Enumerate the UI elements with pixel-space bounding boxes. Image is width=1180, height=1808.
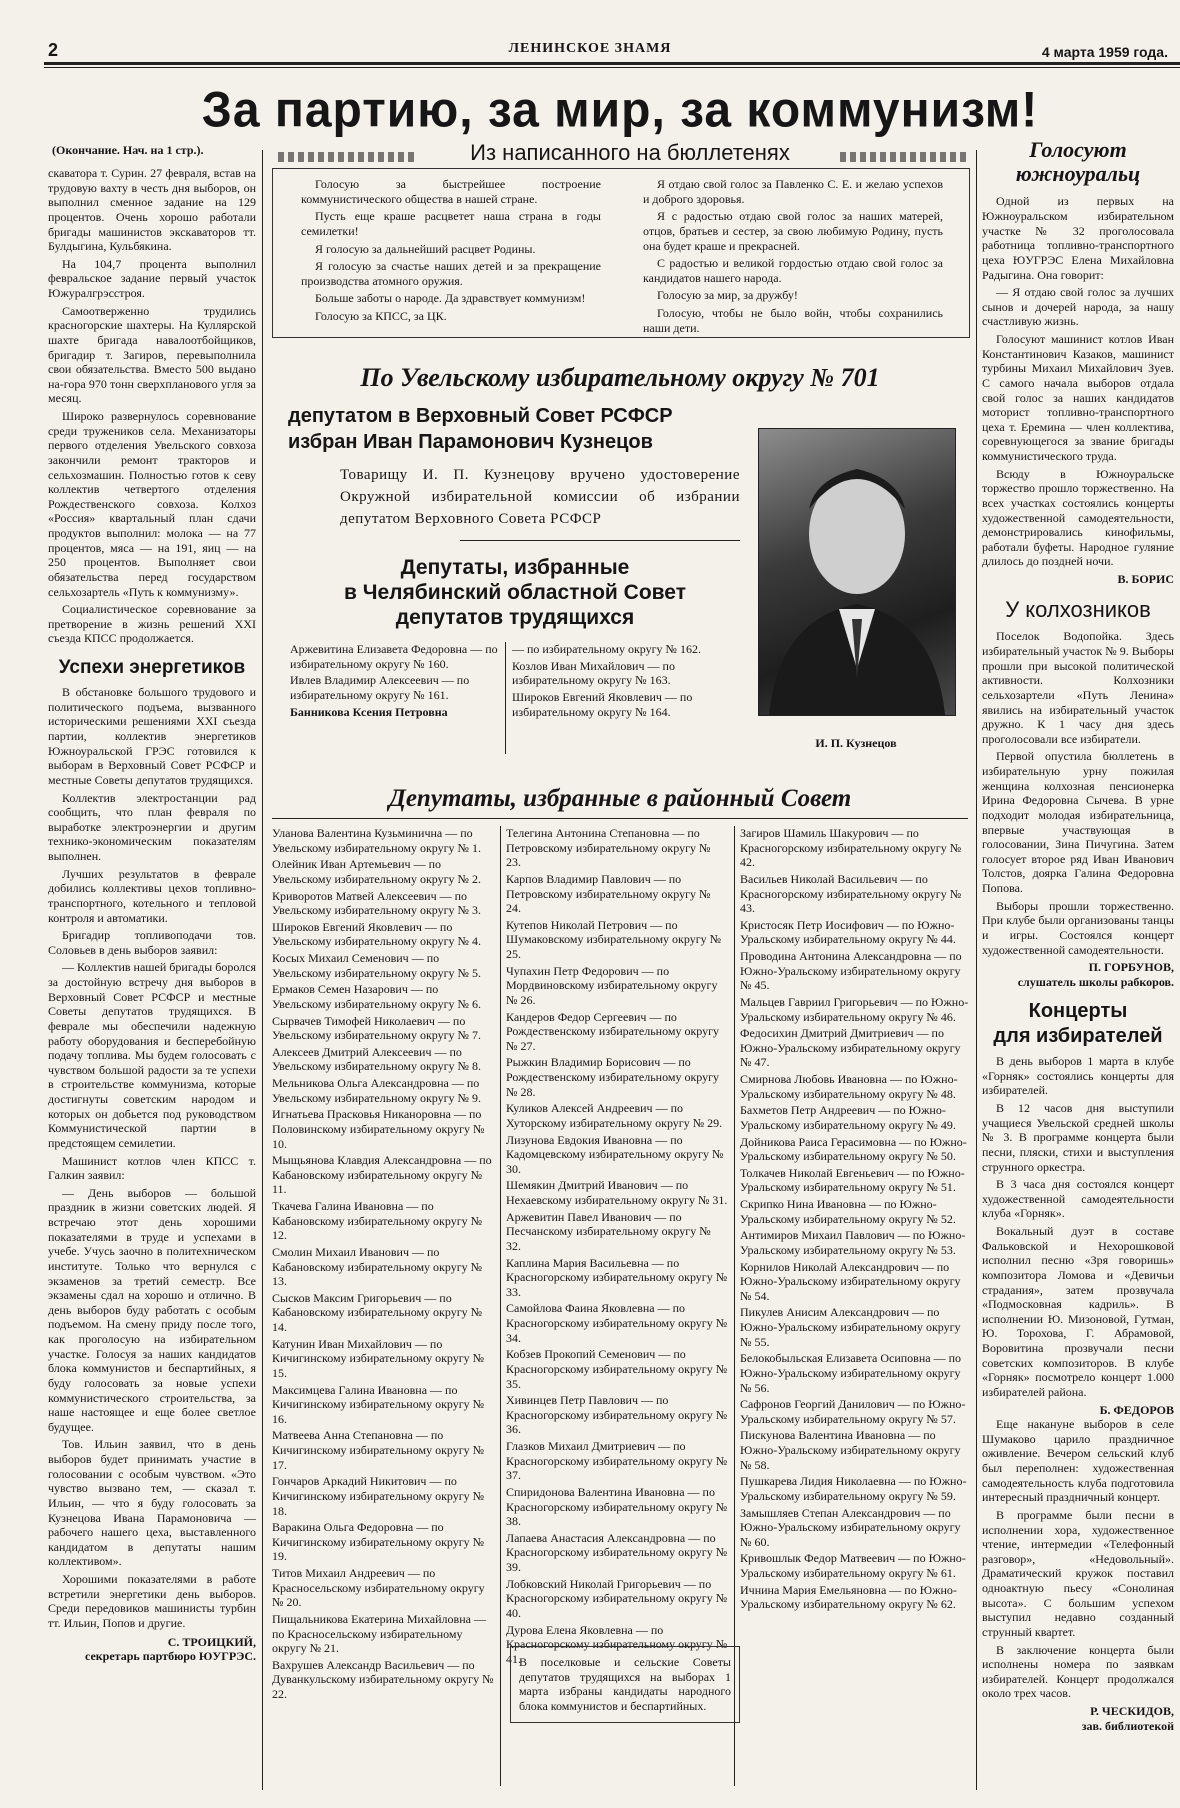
raion-deputy: Титов Михаил Андреевич — по Красносельскому избирательному округу № 20.: [272, 1566, 485, 1610]
signature-name: Р. ЧЕСКИДОВ,: [1090, 1704, 1174, 1719]
right-column: [982, 138, 1174, 1733]
raion-column-3: [740, 826, 970, 1614]
paragraph: Самоотверженно трудились красногорские шахтеры. На Куллярской шахте бригада навалоотбойщиков, бригадир т. Загиров, перевыполнила свои обязательства. Вместо 500 выдано на-гора 970 тонн сверхпланового угля за месяц.: [48, 303, 256, 406]
paragraph: В 3 часа дня состоялся концерт художественной самодеятельности клуба «Горняк».: [982, 1177, 1174, 1221]
raion-deputy: Белокобыльская Елизавета Осиповна — по Южно-Уральскому избирательному округу № 56.: [740, 1351, 961, 1395]
raion-deputy: Телегина Антонина Степановна — по Петровскому избирательному округу № 23.: [506, 826, 711, 870]
raion-deputy: Кобзев Прокопий Семенович — по Красногорскому избирательному округу № 35.: [506, 1347, 728, 1391]
paragraph: В программе были песни в исполнении хора, художественное чтение, интермедии «Телефонный разговор», «Недовольный». Драматический кружок поставил одноактную пьесу «Сонолиная высота». С большим успехом выступил недавно созданный струнный квартет.: [982, 1507, 1174, 1639]
paragraph: В заключение концерта были исполнены номера по заявкам избирателей. Концерт продолжался около трех часов.: [982, 1642, 1174, 1701]
raion-deputy: Корнилов Николай Александрович — по Южно-Уральскому избирательному округу № 54.: [740, 1259, 961, 1303]
oblast-title-line: Депутаты, избранные: [400, 556, 630, 579]
banner-headline: За партию, за мир, за коммунизм!: [201, 82, 1039, 139]
raion-deputy: Широков Евгений Яковлевич — по Увельскому избирательному округу № 4.: [272, 919, 482, 949]
signature-title: слушатель школы рабкоров.: [1017, 974, 1174, 989]
raion-deputy: Аржевитин Павел Иванович — по Песчанскому избирательному округу № 32.: [506, 1209, 711, 1253]
oblast-deputy: Ивлев Владимир Алексеевич — по избирательному округу № 161.: [290, 673, 470, 702]
raion-deputy: Глазков Михаил Дмитриевич — по Красногорскому избирательному округу № 37.: [506, 1439, 728, 1483]
raion-deputy: Смолин Михаил Иванович — по Кабановскому избирательному округу № 13.: [272, 1244, 483, 1289]
raion-note-box: В поселковые и сельские Советы депутатов трудящихся на выборах 1 марта избраны кандидаты народного блока коммунистов и беспартийных.: [510, 1646, 740, 1723]
oblast-list-left: [290, 642, 500, 721]
paragraph: — Я отдаю свой голос за лучших сынов и дочерей народа, за нашу счастливую жизнь.: [982, 285, 1174, 329]
oblast-deputy: Аржевитина Елизавета Федоровна — по избирательному округу № 160.: [290, 642, 498, 671]
page-number: 2: [48, 40, 59, 60]
paragraph: Социалистическое соревнование за претворение в жизнь решений XXI съезда КПСС продолжается.: [48, 602, 256, 646]
paragraph: Машинист котлов член КПСС т. Галкин заявил:: [48, 1153, 256, 1183]
issue-date: 4 марта 1959 года.: [1041, 44, 1168, 60]
paragraph: Еще накануне выборов в селе Шумаково царило праздничное оживление. Вечером сельский клуб был переполнен: художественная самодеятельность клуба подготовила интересный праздничный концерт.: [982, 1417, 1174, 1505]
raion-deputy: Дойникова Раиса Герасимовна — по Южно-Уральскому избирательному округу № 50.: [740, 1134, 967, 1164]
raion-deputy: Каплина Мария Васильевна — по Красногорскому избирательному округу № 33.: [506, 1255, 728, 1299]
raion-deputy: Мальцев Гавриил Григорьевич — по Южно-Уральскому избирательному округу № 46.: [740, 994, 969, 1024]
paragraph: Первой опустила бюллетень в избирательную урну пожилая женщина колхозная пенсионерка Ирина Федоровна Сычева. В урне подходит молодая избирательница, впервые участвующая в голосовании, Зина Пичугина. Затем голосует второе ряд Иван Иванович Толстов, доярка Галина Федоровна Попова.: [982, 749, 1174, 896]
oblast-title: [290, 555, 740, 631]
bulletin-quote: Пусть еще краше расцветет наша страна в годы семилетки!: [301, 209, 601, 238]
wavy-ornament: [278, 152, 418, 162]
raion-deputy: Пищальникова Екатерина Михайловна — по Красносельскому избирательному округу № 21.: [272, 1611, 486, 1656]
raion-deputy: Вахрушев Александр Васильевич — по Дуванкульскому избирательному округу № 22.: [272, 1657, 494, 1701]
bulletin-quote: Голосую за мир, за дружбу!: [657, 288, 798, 303]
raion-deputy: Гончаров Аркадий Никитович — по Кичигинскому избирательному округу № 18.: [272, 1474, 485, 1518]
oblast-deputy: — по избирательному округу № 162.: [512, 642, 701, 656]
column-rule-4: [976, 150, 977, 1790]
paragraph: В обстановке большого трудового и политического подъема, вызванного историческими решениями XXI съезда партии, коллектив энергетиков Южноуральской ГРЭС готовился к выборам в Верховный Совет РСФСР и местные Советы депутатов трудящихся.: [48, 685, 256, 787]
bulletins-title: Из написанного на бюллетенях: [470, 140, 790, 165]
raion-deputy: Варакина Ольга Федоровна — по Кичигинскому избирательному округу № 19.: [272, 1520, 485, 1564]
district-subtitle-1: депутатом в Верховный Совет РСФСР: [288, 405, 673, 427]
dotted-rule: [460, 540, 740, 541]
oblast-deputy: Банникова Ксения Петровна: [290, 704, 448, 719]
paragraph: На 104,7 процента выполнил февральское задание первый участок Южуралгрэсстроя.: [48, 256, 256, 300]
signature-name: С. ТРОИЦКИЙ,: [167, 1634, 256, 1649]
paragraph: В 12 часов дня выступили учащиеся Увельской средней школы № 3. В программе концерта были песни, пляски, стихи и выступления струнного оркестра.: [982, 1101, 1174, 1174]
raion-deputy: Ермаков Семен Назарович — по Увельскому избирательному округу № 6.: [272, 982, 482, 1011]
raion-deputy: Проводина Антонина Александровна — по Южно-Уральскому избирательному округу № 45.: [740, 949, 962, 993]
raion-deputy: Карпов Владимир Павлович — по Петровскому избирательному округу № 24.: [506, 871, 711, 916]
paragraph: Выборы прошли торжественно. При клубе были организованы танцы и игры. Состоялся концерт художественной самодеятельности.: [982, 898, 1174, 957]
raion-deputy: Сысков Максим Григорьевич — по Кабановскому избирательному округу № 14.: [272, 1290, 483, 1334]
column-rule-2: [500, 826, 501, 1786]
raion-title: Депутаты, избранные в районный Совет: [388, 785, 852, 812]
paragraph: Поселок Водопойка. Здесь избирательный участок № 9. Выборы прошли при высокой политической активности. Колхозники сельхозартели «Путь Ленина» явились на избирательный участок дружно. К 1 часу дня здесь проголосовали все избиратели.: [982, 629, 1174, 746]
raion-deputy: Кристосяк Петр Иосифович — по Южно-Уральскому избирательному округу № 44.: [740, 917, 956, 947]
bulletin-quote: Я голосую за счастье наших детей и за прекращение производства атомного оружия.: [301, 259, 601, 288]
raion-column-1: [272, 826, 494, 1704]
raion-deputy: Мыщьянова Клавдия Александровна — по Кабановскому избирательному округу № 11.: [272, 1153, 492, 1197]
bulletin-quote: Голосую за КПСС, за ЦК.: [315, 309, 447, 323]
raion-deputy: Алексеев Дмитрий Алексеевич — по Увельскому избирательному округу № 8.: [272, 1044, 482, 1074]
signature-title: секретарь партбюро ЮУГРЭС.: [84, 1649, 256, 1664]
raion-deputy: Ткачева Галина Ивановна — по Кабановскому избирательному округу № 12.: [272, 1199, 483, 1243]
raion-deputy: Кутепов Николай Петрович — по Шумаковскому избирательному округу № 25.: [506, 917, 722, 961]
paragraph: Коллектив электростанции рад сообщить, что план февраля по выработке электроэнергии и другим технико-экономическим показателям выполнен.: [48, 790, 256, 864]
raion-deputy: Ичнина Мария Емельяновна — по Южно-Уральскому избирательному округу № 62.: [740, 1582, 957, 1612]
raion-deputy: Максимцева Галина Ивановна — по Кичигинскому избирательному округу № 16.: [272, 1382, 485, 1426]
portrait-photo: [758, 428, 956, 716]
raion-deputy: Шемякин Дмитрий Иванович — по Нехаевскому избирательному округу № 31.: [506, 1178, 728, 1207]
raion-deputy: Пушкарева Лидия Николаевна — по Южно-Уральскому избирательному округу № 59.: [740, 1474, 967, 1503]
paragraph: — День выборов — большой праздник в жизни советских людей. Я встречаю этот день хорошими показателями в труде и успехами в учебе. Учусь заочно в политехническом институте. Только что вернулся с экзаменов за третий семестр. Все экзамены сдал на хорошо и отлично. В день выборов буду работать с особым подъемом. На смену приду после того, как проголосую на избирательном участке. Голосуя за наших кандидатов блока коммунистов и беспартийных, я буду голосовать за новые успехи коммунистического строительства, за наше настоящее и еще более светлое будущее.: [48, 1185, 256, 1434]
raion-deputy: Игнатьева Прасковья Никаноровна — по Половинскому избирательному округу № 10.: [272, 1107, 485, 1151]
raion-deputy: Федосихин Дмитрий Дмитриевич — по Южно-Уральскому избирательному округу № 47.: [740, 1026, 961, 1070]
bulletins-box: [272, 168, 970, 338]
raion-deputy: Дурова Елена Яковлевна — по Красногорскому избирательному округу № 41.: [506, 1622, 728, 1666]
left-article: [48, 166, 256, 1664]
raion-deputy: Самойлова Фаина Яковлевна — по Красногорскому избирательному округу № 34.: [506, 1301, 728, 1345]
paragraph: Голосуют машинист котлов Иван Константинович Казаков, машинист турбины Михаил Михайлович Зуев. С самого начала выборов отдала свой голос за наших кандидатов моторист топливно-транспортного цеха т. Еремина — член коллектива, соревнующегося за звание бригады коммунистического труда.: [982, 332, 1174, 463]
raion-column-2: [506, 826, 728, 1668]
raion-deputy: Уланова Валентина Кузьминична — по Увельскому избирательному округу № 1.: [272, 826, 482, 855]
raion-deputy: Загиров Шамиль Шакурович — по Красногорскому избирательному округу № 42.: [740, 826, 962, 870]
raion-deputy: Лизунова Евдокия Ивановна — по Кадомцевскому избирательному округу № 30.: [506, 1132, 724, 1176]
raion-deputy: Бахметов Петр Андреевич — по Южно-Уральскому избирательному округу № 49.: [740, 1103, 956, 1132]
raion-deputy: Куликов Алексей Андреевич — по Хуторскому избирательному округу № 29.: [506, 1101, 723, 1130]
raion-deputy: Толкачев Николай Евгеньевич — по Южно-Уральскому избирательному округу № 51.: [740, 1165, 965, 1195]
continuation-note: (Окончание. Нач. на 1 стр.).: [52, 143, 204, 157]
raion-deputy: Чупахин Петр Федорович — по Мордвиновскому избирательному округу № 26.: [506, 963, 718, 1007]
paragraph: Вокальный дуэт в составе Фальковской и Нехорошковой исполнил песню «Зря говоришь» композитора Ломова и «Девичьи страдания», затем прозвучала «Подмосковная кадриль». В исполнении Ю. Мизоновой, Гутман, Ю. Торохова, Г. Абрамовой, Воровитина прозвучали песни советских композиторов. В клубе «Горняк» посмотрело концерт 1.000 избирателей района.: [982, 1224, 1174, 1399]
raion-deputy: Замышляев Степан Александрович — по Южно-Уральскому избирательному округу № 60.: [740, 1505, 961, 1549]
raion-deputy: Антимиров Михаил Павлович — по Южно-Уральскому избирательному округу № 53.: [740, 1228, 966, 1257]
oblast-list-right: [512, 642, 740, 721]
bulletin-quote: Я голосую за дальнейший расцвет Родины.: [315, 241, 536, 256]
raion-rule: [272, 818, 968, 819]
district-title: По Увельскому избирательному округу № 701: [360, 363, 880, 392]
paragraph: Лучших результатов в феврале добились коллективы цехов топливно-транспортного, котельного и тепловой контроля и автоматики.: [48, 866, 256, 925]
paragraph: Хорошими показателями в работе встретили энергетики день выборов. Среди передовиков машинисты турбин тт. Ильин, Попов и другие.: [48, 1572, 256, 1630]
oblast-title-line: в Челябинский областной Совет: [343, 581, 686, 605]
paragraph: — Коллектив нашей бригады боролся за достойную встречу дня выборов в Верховный Совет РСФСР и местные Советы депутатов трудящихся. В феврале мы обеспечили надежную работу оборудования и бесперебойную подачу топлива. Мы будем голосовать с чувством большой радости за те успехи в строительстве коммунизма, которые достигнуты советским народом и которых он добьется под руководством Коммунистической партии в предстоящем семилетии.: [48, 960, 257, 1150]
raion-deputy: Лобковский Николай Григорьевич — по Красногорскому избирательному округу № 40.: [506, 1576, 728, 1620]
raion-deputy: Криворотов Матвей Алексеевич — по Увельскому избирательному округу № 3.: [272, 888, 482, 918]
signature-name: П. ГОРБУНОВ,: [1088, 960, 1174, 975]
paragraph: Тов. Ильин заявил, что в день выборов будет принимать участие в голосовании с особым чувством. «Это чувство вызвано тем, — сказал т. Ильин, — что я буду голосовать за Кузнецова Ивана Парамоновича — рабочего нашего цеха, выставленного кандидатом в депутаты нашим коллективом».: [48, 1437, 256, 1569]
header-rule: [44, 62, 1180, 65]
paragraph: Одной из первых на Южноуральском избирательном участке № 32 проголосовала работница топливно-транспортного цеха ЮУГРЭС Елена Михайловна Радыгина. Она говорит:: [982, 194, 1174, 282]
raion-deputy: Косых Михаил Семенович — по Увельскому избирательному округу № 5.: [272, 951, 482, 980]
bulletins-right: [643, 177, 943, 338]
raion-deputy: Сырвачев Тимофей Николаевич — по Увельскому избирательному округу № 7.: [272, 1013, 482, 1043]
raion-deputy: Спиридонова Валентина Ивановна — по Красногорскому избирательному округу № 38.: [506, 1484, 728, 1529]
raion-deputy: Пискунова Валентина Ивановна — по Южно-Уральскому избирательному округу № 58.: [740, 1428, 961, 1472]
paragraph: Широко развернулось соревнование среди тружеников села. Механизаторы первого отделения Увельского совхоза закончили ремонт тракторов и сельхозмашин. Полностью готов к севу коллектив четвертого отделения Рождественского совхоза. Колхоз «Россия» квартальный план сдачи продуктов выполнил: молока — на 77 процентов, мяса — на 191, яиц — на 250 процентов. Выполняет свои обязательства перед государством сельхозартель «Путь к коммунизму».: [48, 409, 256, 599]
portrait-caption: И. П. Кузнецов: [815, 736, 897, 750]
bulletin-quote: Я отдаю свой голос за Павленко С. Е. и желаю успехов и доброго здоровья.: [643, 177, 943, 206]
signature-name: В. БОРИС: [1117, 572, 1174, 586]
portrait-silhouette-icon: [759, 429, 955, 715]
district-body: Товарищу И. П. Кузнецову вручено удостоверение Окружной избирательной комиссии об избрании депутатом Верховного Совета РСФСР: [340, 467, 740, 527]
raion-deputy: Кривошлык Федор Матвеевич — по Южно-Уральскому избирательному округу № 61.: [740, 1551, 966, 1580]
raion-deputy: Матвеева Анна Степановна — по Кичигинскому избирательному округу № 17.: [272, 1428, 485, 1472]
right-heading-1: Голосуют: [1029, 137, 1127, 162]
oblast-deputy: Широков Евгений Яковлевич — по избирательному округу № 164.: [512, 689, 693, 719]
raion-deputy: Рыжкин Владимир Борисович — по Рождественскому избирательному округу № 28.: [506, 1055, 720, 1099]
bulletin-quote: Голосую за быстрейшее построение коммунистического общества в нашей стране.: [301, 177, 601, 206]
bulletins-left: [301, 177, 601, 327]
right-heading-3b: для избирателей: [993, 1024, 1163, 1047]
paragraph: скаватора т. Сурин. 27 февраля, встав на трудовую вахту в честь дня выборов, он выполнил сменное задание на 129 процентов. Очень хорошо работали бригады машинистов экскаваторов тт. Булдыгина, Кульбякина.: [48, 166, 256, 254]
oblast-deputy: Козлов Иван Михайлович — по избирательному округу № 163.: [512, 658, 675, 688]
raion-deputy: Олейник Иван Артемьевич — по Увельскому избирательному округу № 2.: [272, 857, 482, 886]
raion-deputy: Васильев Николай Васильевич — по Красногорскому избирательному округу № 43.: [740, 871, 962, 916]
newspaper-title: ЛЕНИНСКОЕ ЗНАМЯ: [508, 41, 672, 56]
right-heading-2: У колхозников: [1005, 596, 1151, 622]
column-rule-3: [734, 826, 735, 1786]
raion-deputy: Мельникова Ольга Александровна — по Увельскому избирательному округу № 9.: [272, 1076, 482, 1105]
paragraph: Бригадир топливоподачи тов. Соловьев в день выборов заявил:: [48, 928, 256, 957]
paragraph: В день выборов 1 марта в клубе «Горняк» состоялись концерты для избирателей.: [982, 1054, 1174, 1098]
raion-deputy: Смирнова Любовь Ивановна — по Южно-Уральскому избирательному округу № 48.: [740, 1072, 958, 1101]
bulletin-quote: Я с радостью отдаю свой голос за наших матерей, отцов, братьев и сестер, за свою любимую Родину, пусть она будет краше и прекрасней.: [643, 209, 943, 253]
district-subtitle-2: избран Иван Парамонович Кузнецов: [288, 431, 653, 453]
bulletin-quote: Больше заботы о народе. Да здравствует коммунизм!: [315, 291, 586, 306]
oblast-title-line: депутатов трудящихся: [395, 606, 635, 630]
raion-deputy: Лапаева Анастасия Александровна — по Красногорскому избирательному округу № 39.: [506, 1530, 728, 1574]
signature-name: Б. ФЕДОРОВ: [1099, 1402, 1174, 1417]
raion-deputy: Катунин Иван Михайлович — по Кичигинскому избирательному округу № 15.: [272, 1336, 485, 1380]
raion-deputy: Хивинцев Петр Павлович — по Красногорскому избирательному округу № 36.: [506, 1393, 728, 1437]
signature-title: зав. библиотекой: [1081, 1718, 1174, 1733]
raion-deputy: Скрипко Нина Ивановна — по Южно-Уральскому избирательному округу № 52.: [740, 1197, 956, 1226]
raion-deputy: Сафронов Георгий Данилович — по Южно-Уральскому избирательному округу № 57.: [740, 1397, 966, 1426]
raion-deputy: Кандеров Федор Сергеевич — по Рождественскому избирательному округу № 27.: [506, 1009, 720, 1053]
oblast-divider: [505, 642, 506, 754]
bulletin-quote: С радостью и великой гордостью отдаю свой голос за кандидатов нашего народа.: [643, 256, 943, 285]
paragraph: Всюду в Южноуральске торжество прошло торжественно. На всех участках состоялись концерты художественной самодеятельности, демонстрировались кинофильмы, работали буфеты. Народное гуляние длилось до поздней ночи.: [982, 466, 1174, 569]
subheading-energetics: Успехи энергетиков: [58, 657, 246, 678]
raion-deputy: Пикулев Анисим Александрович — по Южно-Уральскому избирательному округу № 55.: [740, 1305, 961, 1349]
right-heading-1b: южноуральц: [1015, 161, 1141, 187]
bulletin-quote: Голосую, чтобы не было войн, чтобы сохранились наши дети.: [643, 306, 943, 335]
header-rule-thin: [44, 67, 1180, 68]
right-heading-3: Концерты: [1028, 1000, 1128, 1023]
column-rule-1: [262, 150, 263, 1790]
